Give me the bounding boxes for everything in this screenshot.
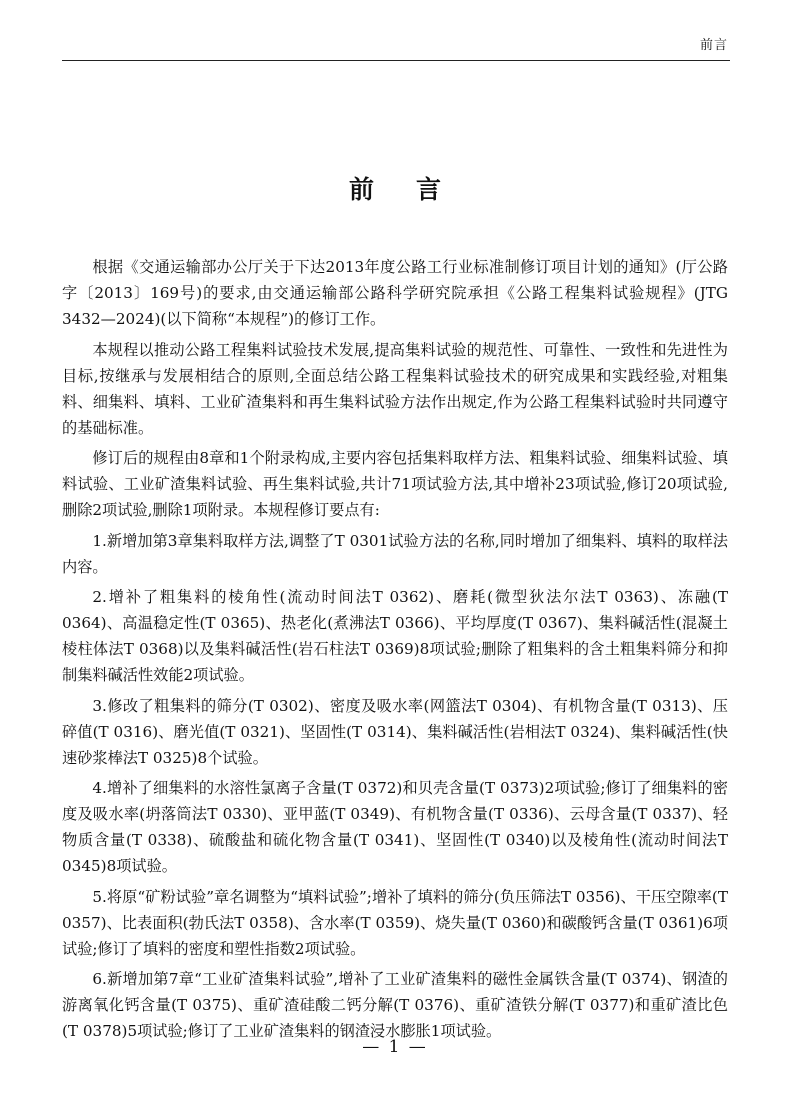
paragraph-point-5: 5.将原“矿粉试验”章名调整为“填料试验”;增补了填料的筛分(负压筛法T 0356)、干压空隙率(T 0357)、比表面积(勃氏法T 0358)、含水率(T 0359)、烧失量(T 0360)和碳酸钙含量(T 0361)6项试验;修订了填料的密度和塑性指数2项试验。 [62, 887, 728, 958]
paragraph-intro: 根据《交通运输部办公厅关于下达2013年度公路工行业标准制修订项目计划的通知》(厅公路字〔2013〕169号)的要求,由交通运输部公路科学研究院承担《公路工程集料试验规程》(JTG 3432—2024)(以下简称“本规程”)的修订工作。 [62, 258, 728, 328]
body-text [62, 254, 728, 1049]
page-title: 前言 [348, 175, 483, 204]
paragraph-purpose: 本规程以推动公路工程集料试验技术发展,提高集料试验的规范性、可靠性、一致性和先进性为目标,按继承与发展相结合的原则,全面总结公路工程集料试验技术的研究成果和实践经验,对粗集料、细集料、填料、工业矿渣集料和再生集料试验方法作出规定,作为公路工程集料试验时共同遵守的基础标准。 [62, 340, 728, 437]
running-header [62, 20, 730, 61]
paragraph-point-2: 2.增补了粗集料的棱角性(流动时间法T 0362)、磨耗(微型狄法尔法T 0363)、冻融(T 0364)、高温稳定性(T 0365)、热老化(煮沸法T 0366)、平均厚度(T 0367)、集料碱活性(混凝土棱柱体法T 0368)以及集料碱活性(岩石柱法T 0369)8项试验;删除了粗集料的含土粗集料筛分和抑制集料碱活性效能2项试验。 [62, 588, 728, 684]
running-title: 前言 [699, 38, 728, 53]
page-number: — 1 — [362, 1037, 428, 1057]
paragraph-point-4: 4.增补了细集料的水溶性氯离子含量(T 0372)和贝壳含量(T 0373)2项试验;修订了细集料的密度及吸水率(坍落筒法T 0330)、亚甲蓝(T 0349)、有机物含量(T 0336)、云母含量(T 0337)、轻物质含量(T 0338)、硫酸盐和硫化物含量(T 0341)、坚固性(T 0340)以及棱角性(流动时间法T 0345)8项试验。 [62, 779, 728, 875]
paragraph-point-6: 6.新增加第7章“工业矿渣集料试验”,增补了工业矿渣集料的磁性金属铁含量(T 0374)、钢渣的游离氧化钙含量(T 0375)、重矿渣硅酸二钙分解(T 0376)、重矿渣铁分解(T 0377)和重矿渣比色(T 0378)5项试验;修订了工业矿渣集料的钢渣浸水膨胀1项试验。 [62, 970, 728, 1040]
paragraph-point-1: 1.新增加第3章集料取样方法,调整了T 0301试验方法的名称,同时增加了细集料、填料的取样法内容。 [62, 531, 728, 576]
paragraph-structure: 修订后的规程由8章和1个附录构成,主要内容包括集料取样方法、粗集料试验、细集料试验、填料试验、工业矿渣集料试验、再生集料试验,共计71项试验方法,其中增补23项试验,修订20项试验,删除2项试验,删除1项附录。本规程修订要点有: [62, 449, 728, 519]
paragraph-point-3: 3.修改了粗集料的筛分(T 0302)、密度及吸水率(网篮法T 0304)、有机物含量(T 0313)、压碎值(T 0316)、磨光值(T 0321)、坚固性(T 0314)、集料碱活性(岩相法T 0324)、集料碱活性(快速砂浆棒法T 0325)8个试验。 [62, 696, 728, 767]
